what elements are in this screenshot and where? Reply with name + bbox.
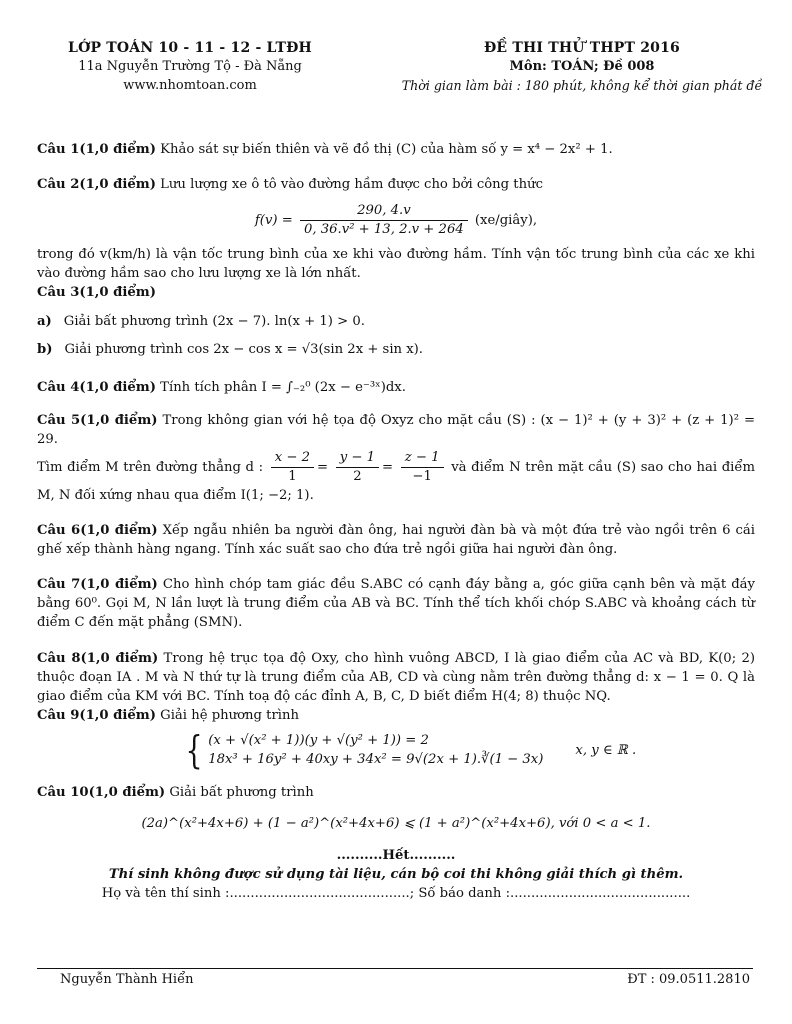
question-label: Câu 5(1,0 điểm) [37,412,158,428]
sub-text: Giải bất phương trình (2x − 7). ln(x + 1) > 0. [63,314,365,330]
exam-content [37,140,755,903]
footer-phone: ĐT : 09.0511.2810 [627,972,750,987]
exam-subject: Môn: TOÁN; Đề 008 [509,59,655,75]
header-left [40,38,340,96]
question-label: Câu 1(1,0 điểm) [37,142,156,157]
flow-formula [37,202,755,239]
question-8 [37,649,755,706]
question-4 [37,378,755,397]
fraction-denominator: 1 [288,468,297,484]
question-label: Câu 4(1,0 điểm) [37,379,156,395]
question-text: Khảo sát sự biến thiên và vẽ đồ thị (C) của hàm số y = x⁴ − 2x² + 1. [155,142,613,157]
end-marker: ..........Hết.......... [336,847,456,863]
candidate-line: Họ và tên thí sinh :...........................................; Số báo danh :........................................... [101,885,691,901]
question-label: Câu 6(1,0 điểm) [37,522,158,538]
question-text: Trong không gian với hệ tọa độ Oxyz cho mặt cầu (S) : (x − 1)² + (y + 3)² + (z + 1)² = 29. [37,412,755,447]
brace-icon: { [185,728,203,773]
question-3a [37,312,755,331]
question-text: Xếp ngẫu nhiên ba người đàn ông, hai người đàn bà và một đứa trẻ vào ngồi trên 6 cái ghế xếp thành hàng ngang. Tính xác suất sao cho đứa trẻ ngồi giữa hai người đàn ông. [37,522,755,557]
formula-unit: (xe/giây), [470,213,538,229]
question-3b [37,340,755,359]
class-name: LỚP TOÁN 10 - 11 - 12 - LTĐH [68,40,312,56]
inequality-formula: (2a)^(x²+4x+6) + (1 − a²)^(x²+4x+6) ⩽ (1 + a²)^(x²+4x+6), với 0 < a < 1. [141,816,651,832]
question-2 [37,175,755,194]
fraction-numerator: z − 1 [401,449,444,468]
question-text: Giải bất phương trình [165,785,314,801]
question-label: Câu 2(1,0 điểm) [37,177,156,193]
system-equations [208,731,543,769]
exam-title: ĐỀ THI THỬ THPT 2016 [483,40,680,56]
question-5-line2: Tìm điểm M trên đường thẳng d : $\frac{x - 2}{1}$ = $\frac{y - 1}{2}$ = $\frac{z - 1}{-1}$ và điểm N trên mặt cầu (S) sao cho hai điểm M, N đối xứng nhau qua điểm I(1; −2; 1). [37,450,755,503]
question-text-continued: trong đó v(km/h) là vận tốc trung bình của xe khi vào đường hầm. Tính vận tốc trung bình của các xe khi vào đường hầm sao cho lưu lượng xe là lớn nhất. [37,246,755,282]
sub-label: a) [37,314,52,330]
sub-text: Giải phương trình cos 2x − cos x = √3(sin 2x + sin x). [64,342,424,358]
formula-fraction [300,202,468,239]
fraction-numerator: y − 1 [336,449,379,468]
question-5 [37,411,755,449]
formula-lhs: f(v) = [254,213,293,229]
fraction-denominator: −1 [412,468,432,484]
footer-author: Nguyễn Thành Hiển [60,972,194,987]
footer-divider [37,968,753,969]
question-text: Trong hệ trục tọa độ Oxy, cho hình vuông ABCD, I là giao điểm của AC và BD, K(0; 2) thuộc đoạn IA . M và N thứ tự là trung điểm của AB, CD và cùng nằm trên đường thẳng d: x − 1 = 0. Q là giao điểm của KM với BC. Tính toạ độ các đỉnh A, B, C, D biết điểm H(4; 8) thuộc NQ. [37,650,755,704]
system-equation-1: (x + √(x² + 1))(y + √(y² + 1)) = 2 [208,733,429,749]
question-label: Câu 7(1,0 điểm) [37,577,158,593]
question-9 [37,706,755,725]
address: 11a Nguyễn Trường Tộ - Đà Nẵng [78,59,302,75]
header-right [392,38,772,95]
exam-time: Thời gian làm bài : 180 phút, không kể thời gian phát đề [401,78,763,94]
system-equation-2: 18x³ + 16y² + 40xy + 34x² = 9√(2x + 1).∛(1 − 3x) [208,752,544,768]
question-label: Câu 3(1,0 điểm) [37,285,156,301]
question-text: Lưu lượng xe ô tô vào đường hầm được cho bởi công thức [155,177,543,193]
fraction-numerator: x − 2 [271,449,314,468]
line-fraction-z [401,449,444,486]
question-6 [37,521,755,559]
question-1 [37,140,755,159]
line-fraction-x [271,449,314,486]
question-label: Câu 9(1,0 điểm) [37,707,156,723]
website: www.nhomtoan.com [123,78,257,94]
question-text: Giải hệ phương trình [155,707,299,723]
system-domain: x, y ∈ ℝ . [575,742,637,758]
line-suffix: và điểm N trên mặt cầu (S) sao cho hai điểm M, N đối xứng nhau qua điểm I(1; −2; 1). [37,459,755,503]
line-prefix: Tìm điểm M trên đường thẳng d : [37,459,264,475]
question-text: Cho hình chóp tam giác đều S.ABC có cạnh đáy bằng a, góc giữa cạnh bên và mặt đáy bằng 60⁰. Gọi M, N lần lượt là trung điểm của AB và BC. Tính thể tích khối chóp S.ABC và khoảng cách từ điểm C đến mặt phẳng (SMN). [37,577,755,631]
line-fraction-y [336,449,379,486]
equation-system [182,728,755,773]
fraction-denominator: 0, 36.v² + 13, 2.v + 264 [304,222,464,238]
fraction-denominator: 2 [353,468,362,484]
question-label: Câu 8(1,0 điểm) [37,650,159,666]
fraction-numerator: 290, 4.v [300,202,468,221]
question-text: Tính tích phân I = ∫₋₂⁰ (2x − e⁻³ˣ)dx. [155,379,406,395]
question-7 [37,575,755,632]
exam-note: Thí sinh không được sử dụng tài liệu, cán bộ coi thi không giải thích gì thêm. [108,866,684,882]
question-3 [37,283,755,302]
question-10 [37,783,755,802]
sub-label: b) [37,342,53,358]
question-label: Câu 10(1,0 điểm) [37,785,166,801]
